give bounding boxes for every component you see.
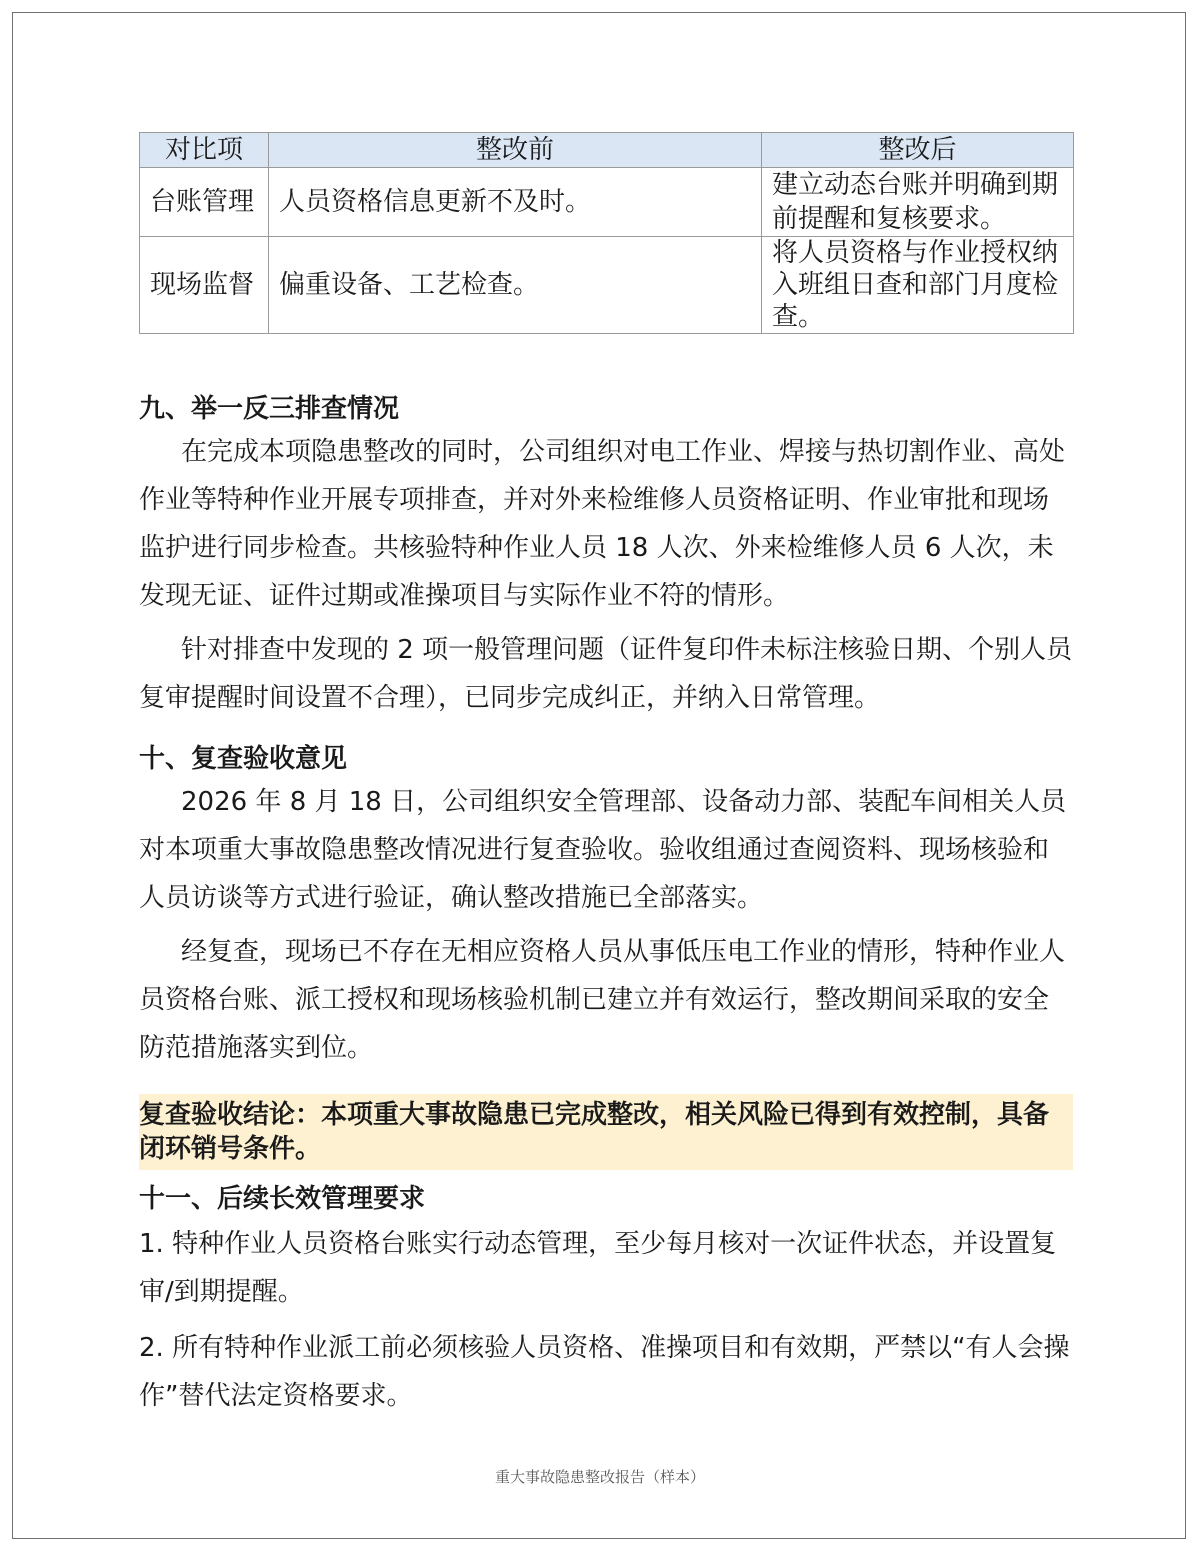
table-row [140, 168, 1074, 237]
document-body [139, 132, 1073, 1420]
table-cell-item: 台账管理 [140, 168, 269, 237]
table-cell-item: 现场监督 [140, 237, 269, 334]
section-10-paragraph-2: 经复查，现场已不存在无相应资格人员从事低压电工作业的情形，特种作业人员资格台账、派工授权和现场核验机制已建立并有效运行，整改期间采取的安全防范措施落实到位。 [139, 937, 1066, 1063]
requirement-item-2: 2. 所有特种作业派工前必须核验人员资格、准操项目和有效期，严禁以“有人会操作”替代法定资格要求。 [139, 1333, 1070, 1411]
section-10-paragraph-1: 2026 年 8 月 18 日，公司组织安全管理部、设备动力部、装配车间相关人员对本项重大事故隐患整改情况进行复查验收。验收组通过查阅资料、现场核验和人员访谈等方式进行验证，确认整改措施已全部落实。 [139, 787, 1067, 913]
table-cell-after: 将人员资格与作业授权纳入班组日查和部门月度检查。 [762, 237, 1074, 334]
section-11-title: 十一、后续长效管理要求 [139, 1184, 426, 1214]
table-row [140, 237, 1074, 334]
table-header-before: 整改前 [269, 133, 762, 168]
section-9-title: 九、举一反三排查情况 [139, 394, 400, 424]
table-cell-after: 建立动态台账并明确到期前提醒和复核要求。 [762, 168, 1074, 237]
section-9-paragraph-2: 针对排查中发现的 2 项一般管理问题（证件复印件未标注核验日期、个别人员复审提醒时间设置不合理），已同步完成纠正，并纳入日常管理。 [139, 635, 1073, 713]
acceptance-conclusion: 复查验收结论：本项重大事故隐患已完成整改，相关风险已得到有效控制，具备闭环销号条件。 [139, 1094, 1073, 1170]
table-cell-before: 人员资格信息更新不及时。 [269, 168, 762, 237]
page-footer: 重大事故隐患整改报告（样本） [494, 1468, 705, 1486]
comparison-table [139, 132, 1074, 334]
requirement-item-1: 1. 特种作业人员资格台账实行动态管理，至少每月核对一次证件状态，并设置复审/到期提醒。 [139, 1229, 1057, 1307]
table-header-item: 对比项 [140, 133, 269, 168]
table-header-after: 整改后 [762, 133, 1074, 168]
section-9-paragraph-1: 在完成本项隐患整改的同时，公司组织对电工作业、焊接与热切割作业、高处作业等特种作业开展专项排查，并对外来检维修人员资格证明、作业审批和现场监护进行同步检查。共核验特种作业人员 18 人次、外来检维修人员 6 人次，未发现无证、证件过期或准操项目与实际作业不符的情形。 [139, 437, 1066, 611]
table-header-row [140, 133, 1074, 168]
section-10-title: 十、复查验收意见 [139, 744, 348, 774]
table-cell-before: 偏重设备、工艺检查。 [269, 237, 762, 334]
